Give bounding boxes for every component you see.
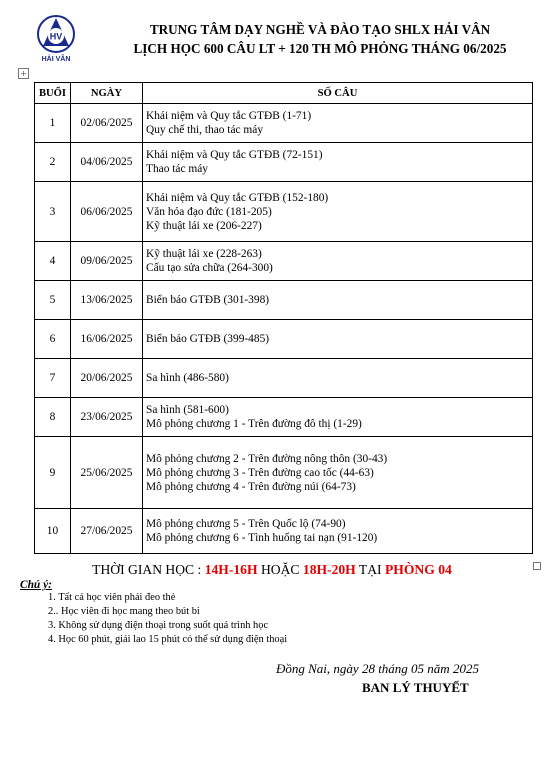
content-line: Văn hóa đạo đức (181-205) [146,205,272,218]
session-number: 8 [35,398,71,437]
note-item: 2.. Học viên đi học mang theo bút bi [48,606,200,617]
content-line: Biển báo GTĐB (399-485) [146,333,270,345]
time-prefix: THỜI GIAN HỌC : [92,562,205,577]
session-content [143,242,533,281]
header-session: BUỔI [35,83,71,104]
content-line: Sa hình (581-600) [146,404,229,416]
content-line: Cấu tạo sửa chữa (264-300) [146,262,273,274]
session-number: 1 [35,104,71,143]
table-row [35,281,533,320]
session-content [143,437,533,509]
content-line: Mô phỏng chương 5 - Trên Quốc lộ (74-90) [146,518,346,530]
svg-text:HV: HV [49,31,63,42]
signature: BAN LÝ THUYẾT [362,680,469,695]
header-date: NGÀY [71,83,143,104]
table-row [35,182,533,242]
table-row [35,509,533,554]
session-number: 5 [35,281,71,320]
session-date: 16/06/2025 [71,320,143,359]
table-row [35,359,533,398]
session-content [143,320,533,359]
session-date: 02/06/2025 [71,104,143,143]
content-line: Khái niệm và Quy tắc GTĐB (72-151) [146,149,323,161]
session-number: 10 [35,509,71,554]
session-number: 3 [35,182,71,242]
content-line: Thao tác máy [146,163,208,175]
content-line: Kỹ thuật lái xe (206-227) [146,219,262,232]
session-number: 7 [35,359,71,398]
class-time [0,562,544,578]
content-line: Mô phỏng chương 6 - Tình huống tai nạn (91-120) [146,532,378,544]
note-item: 4. Học 60 phút, giải lao 15 phút có thể sử dụng điện thoại [48,634,288,645]
table-row [35,242,533,281]
place-date: Đồng Nai, ngày 28 tháng 05 năm 2025 [276,661,479,676]
notes-list [48,591,287,647]
session-date: 06/06/2025 [71,182,143,242]
session-date: 20/06/2025 [71,359,143,398]
header-questions: SỐ CÂU [143,83,533,104]
table-row [35,437,533,509]
content-line: Khái niệm và Quy tắc GTĐB (1-71) [146,110,312,122]
session-date: 04/06/2025 [71,143,143,182]
session-date: 25/06/2025 [71,437,143,509]
time-slot-2: 18H-20H [302,562,356,577]
session-content [143,143,533,182]
content-line: Mô phỏng chương 1 - Trên đường đô thị (1-29) [146,418,362,430]
table-row [35,104,533,143]
session-date: 09/06/2025 [71,242,143,281]
room: PHÒNG 04 [384,562,452,577]
content-line: Sa hình (486-580) [146,372,229,384]
session-content [143,104,533,143]
content-line: Biển báo GTĐB (301-398) [146,294,270,306]
content-line: Mô phỏng chương 2 - Trên đường nông thôn (30-43) [146,452,388,465]
content-line: Quy chế thi, thao tác máy [146,124,264,136]
content-line: Khái niệm và Quy tắc GTĐB (152-180) [146,191,329,204]
table-row [35,143,533,182]
schedule-title: LỊCH HỌC 600 CÂU LT + 120 TH MÔ PHỎNG THÁNG 06/2025 [133,41,507,56]
session-content [143,281,533,320]
session-date: 27/06/2025 [71,509,143,554]
session-content [143,398,533,437]
notes-heading: Chú ý: [20,579,52,591]
center-name: TRUNG TÂM DẠY NGHỀ VÀ ĐÀO TẠO SHLX HẢI VÂN [149,22,491,37]
note-item: 3. Không sử dụng điện thoại trong suốt quá trình học [48,620,269,631]
logo-text: HẢI VÂN [41,56,71,63]
session-number: 9 [35,437,71,509]
note-item: 1. Tất cả học viên phải đeo thẻ [48,592,176,603]
session-content [143,182,533,242]
table-header-row [35,83,533,104]
session-content [143,509,533,554]
time-or: HOẶC [257,562,303,577]
schedule-table [34,82,533,554]
logo [36,14,76,66]
time-slot-1: 14H-16H [204,562,258,577]
session-date: 13/06/2025 [71,281,143,320]
content-line: Mô phỏng chương 3 - Trên đường cao tốc (44-63) [146,466,374,479]
content-line: Mô phỏng chương 4 - Trên đường núi (64-73) [146,480,356,493]
content-line: Kỹ thuật lái xe (228-263) [146,248,262,260]
session-date: 23/06/2025 [71,398,143,437]
table-row [35,398,533,437]
time-at: TẠI [355,562,385,577]
session-number: 2 [35,143,71,182]
logo-emblem-icon [36,14,76,56]
session-number: 4 [35,242,71,281]
table-move-handle-icon[interactable]: + [18,68,29,79]
session-content [143,359,533,398]
session-number: 6 [35,320,71,359]
table-row [35,320,533,359]
